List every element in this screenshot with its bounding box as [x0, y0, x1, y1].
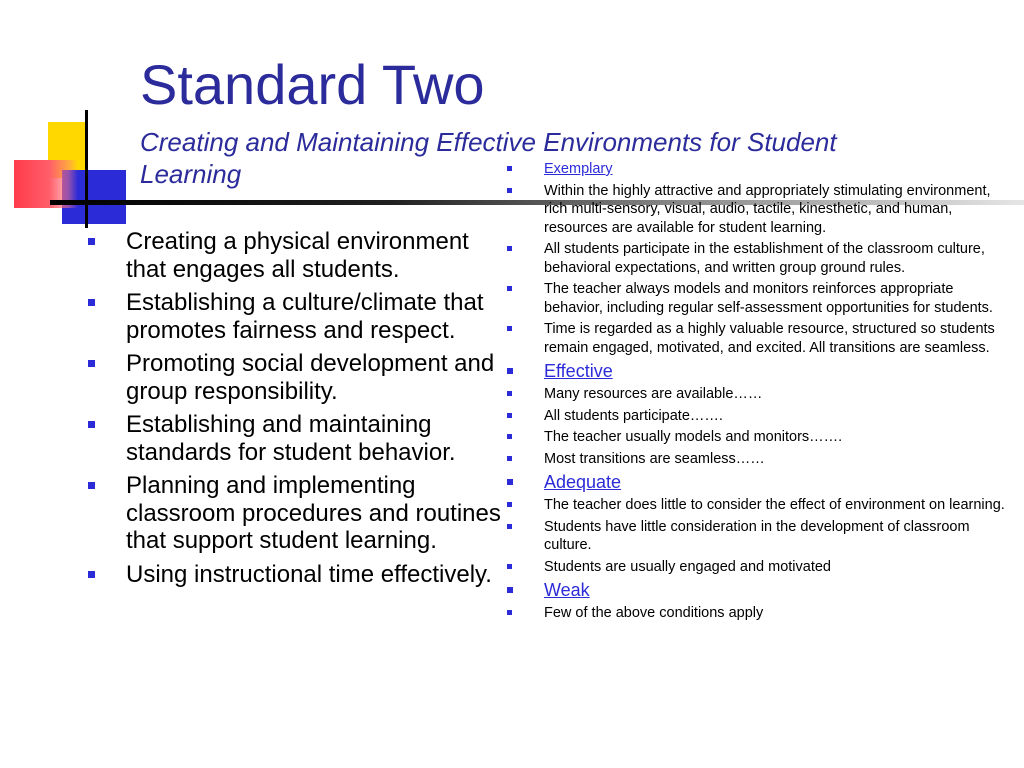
- list-item: [86, 228, 506, 283]
- list-item: [506, 518, 1016, 555]
- square-bullet-icon: [88, 238, 95, 245]
- list-item: [506, 320, 1016, 357]
- square-bullet-icon: [88, 360, 95, 367]
- square-bullet-icon: [507, 564, 512, 569]
- list-item-text: The teacher does little to consider the effect of environment on learning.: [544, 497, 1005, 513]
- adequate-link[interactable]: Adequate: [544, 472, 622, 492]
- square-bullet-icon: [507, 502, 512, 507]
- list-item: [506, 280, 1016, 317]
- list-item-text: The teacher usually models and monitors…….: [544, 429, 843, 445]
- list-item-text: Planning and implementing classroom procedures and routines that support student learning.: [126, 472, 501, 554]
- square-bullet-icon: [507, 524, 512, 529]
- list-item: [506, 450, 1016, 469]
- square-bullet-icon: [507, 456, 512, 461]
- list-item: [86, 411, 506, 466]
- square-bullet-icon: [88, 299, 95, 306]
- list-item: [506, 558, 1016, 577]
- rubric-level-effective: [506, 360, 1016, 382]
- square-bullet-icon: [507, 368, 513, 374]
- square-bullet-icon: [88, 421, 95, 428]
- list-item: [506, 428, 1016, 447]
- list-item-text: Promoting social development and group responsibility.: [126, 350, 495, 405]
- list-item: [86, 472, 506, 555]
- list-item-text: Establishing and maintaining standards for student behavior.: [126, 411, 456, 466]
- list-item: [506, 385, 1016, 404]
- standard-elements-list: [86, 228, 506, 594]
- logo-vertical-line: [85, 110, 88, 228]
- square-bullet-icon: [507, 246, 512, 251]
- list-item-text: All students participate in the establishment of the classroom culture, behavioral expectations, and written group ground rules.: [544, 241, 985, 276]
- square-bullet-icon: [507, 166, 512, 171]
- list-item-text: Using instructional time effectively.: [126, 560, 492, 588]
- square-bullet-icon: [507, 587, 513, 593]
- weak-link[interactable]: Weak: [544, 580, 590, 600]
- list-item: [506, 496, 1016, 515]
- list-item-text: Students have little consideration in the development of classroom culture.: [544, 518, 970, 553]
- square-bullet-icon: [507, 479, 513, 485]
- rubric-list: [506, 160, 1016, 626]
- list-item: [86, 289, 506, 344]
- effective-link[interactable]: Effective: [544, 361, 613, 381]
- square-bullet-icon: [507, 286, 512, 291]
- square-bullet-icon: [507, 413, 512, 418]
- square-bullet-icon: [507, 326, 512, 331]
- list-item-text: Many resources are available……: [544, 386, 763, 402]
- list-item-text: Time is regarded as a highly valuable resource, structured so students remain engaged, motivated, and excited. All transitions are seamless.: [544, 321, 995, 356]
- square-bullet-icon: [88, 571, 95, 578]
- rubric-level-weak: [506, 579, 1016, 601]
- list-item: [506, 604, 1016, 623]
- list-item-text: Establishing a culture/climate that promotes fairness and respect.: [126, 289, 484, 344]
- square-bullet-icon: [507, 434, 512, 439]
- list-item: [86, 561, 506, 589]
- slide-title: Standard Two: [140, 53, 485, 116]
- list-item-text: Creating a physical environment that engages all students.: [126, 228, 469, 283]
- list-item: [506, 240, 1016, 277]
- square-bullet-icon: [507, 391, 512, 396]
- list-item: [506, 182, 1016, 238]
- list-item-text: The teacher always models and monitors reinforces appropriate behavior, including regular self-assessment opportunities for students.: [544, 281, 993, 316]
- list-item: [86, 350, 506, 405]
- square-bullet-icon: [88, 482, 95, 489]
- list-item-text: Most transitions are seamless……: [544, 450, 765, 467]
- list-item-text: All students participate…….: [544, 407, 723, 424]
- list-item-text: Within the highly attractive and appropriately stimulating environment, rich multi-sensory, visual, audio, tactile, kinesthetic, and human, resources are available for student learning.: [544, 182, 991, 236]
- list-item-text: Few of the above conditions apply: [544, 605, 764, 621]
- rubric-level-exemplary: [506, 160, 1016, 179]
- slide-subtitle: Creating and Maintaining Effective Environments for Student Learning: [140, 127, 837, 189]
- list-item: [506, 407, 1016, 426]
- exemplary-link[interactable]: Exemplary: [544, 161, 613, 177]
- list-item-text: Students are usually engaged and motivated: [544, 558, 831, 575]
- square-bullet-icon: [507, 188, 512, 193]
- square-bullet-icon: [507, 610, 512, 615]
- rubric-level-adequate: [506, 471, 1016, 493]
